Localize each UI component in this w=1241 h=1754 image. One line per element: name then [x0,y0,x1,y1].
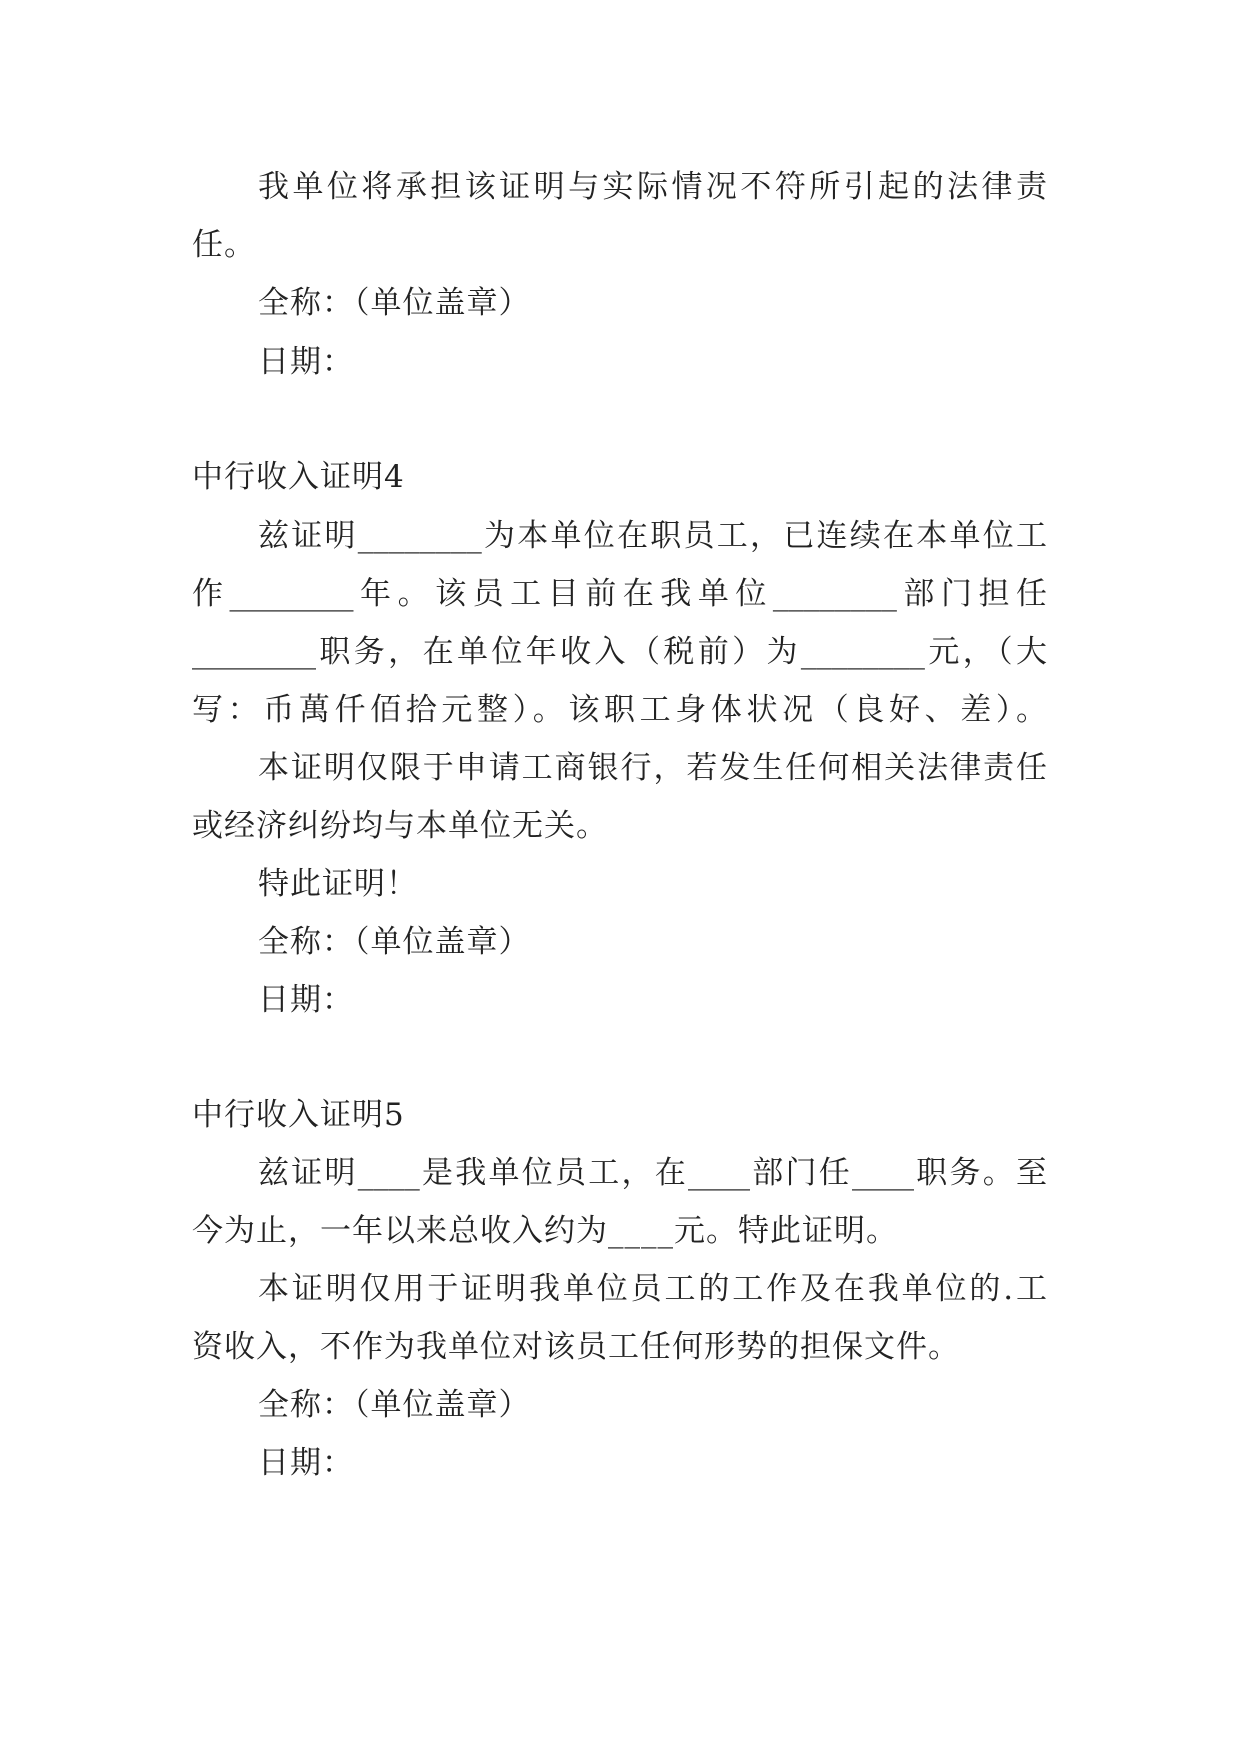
paragraph-line: 本证明仅用于证明我单位员工的工作及在我单位的.工 [258,1271,1047,1307]
paragraph-line: 任。 [192,227,256,263]
paragraph-line: 或经济纠纷均与本单位无关。 [192,808,608,844]
paragraph-line: 资收入，不作为我单位对该员工任何形势的担保文件。 [192,1329,960,1365]
paragraph-line: ________职务，在单位年收入（税前）为________元，（大 [192,634,1047,670]
section-title: 中行收入证明5 [192,1097,405,1133]
paragraph-line: 写：币萬仟佰拾元整）。该职工身体状况（良好、差）。 [192,692,1047,728]
closing-line: 特此证明！ [258,866,418,902]
date-line: 日期： [258,344,354,380]
paragraph-line: 我单位将承担该证明与实际情况不符所引起的法律责 [258,169,1047,205]
paragraph-line: 作________年。该员工目前在我单位________部门担任 [192,576,1047,612]
paragraph-line: 本证明仅限于申请工商银行，若发生任何相关法律责任 [258,750,1047,786]
paragraph-line: 兹证明________为本单位在职员工，已连续在本单位工 [258,518,1047,554]
paragraph-line: 兹证明____是我单位员工，在____部门任____职务。至 [258,1155,1047,1191]
date-line: 日期： [258,1445,354,1481]
section-title: 中行收入证明4 [192,459,405,495]
company-name-stamp-line: 全称：（单位盖章） [258,1387,531,1423]
company-name-stamp-line: 全称：（单位盖章） [258,285,531,321]
paragraph-line: 今为止，一年以来总收入约为____元。特此证明。 [192,1213,898,1249]
date-line: 日期： [258,982,354,1018]
company-name-stamp-line: 全称：（单位盖章） [258,924,531,960]
